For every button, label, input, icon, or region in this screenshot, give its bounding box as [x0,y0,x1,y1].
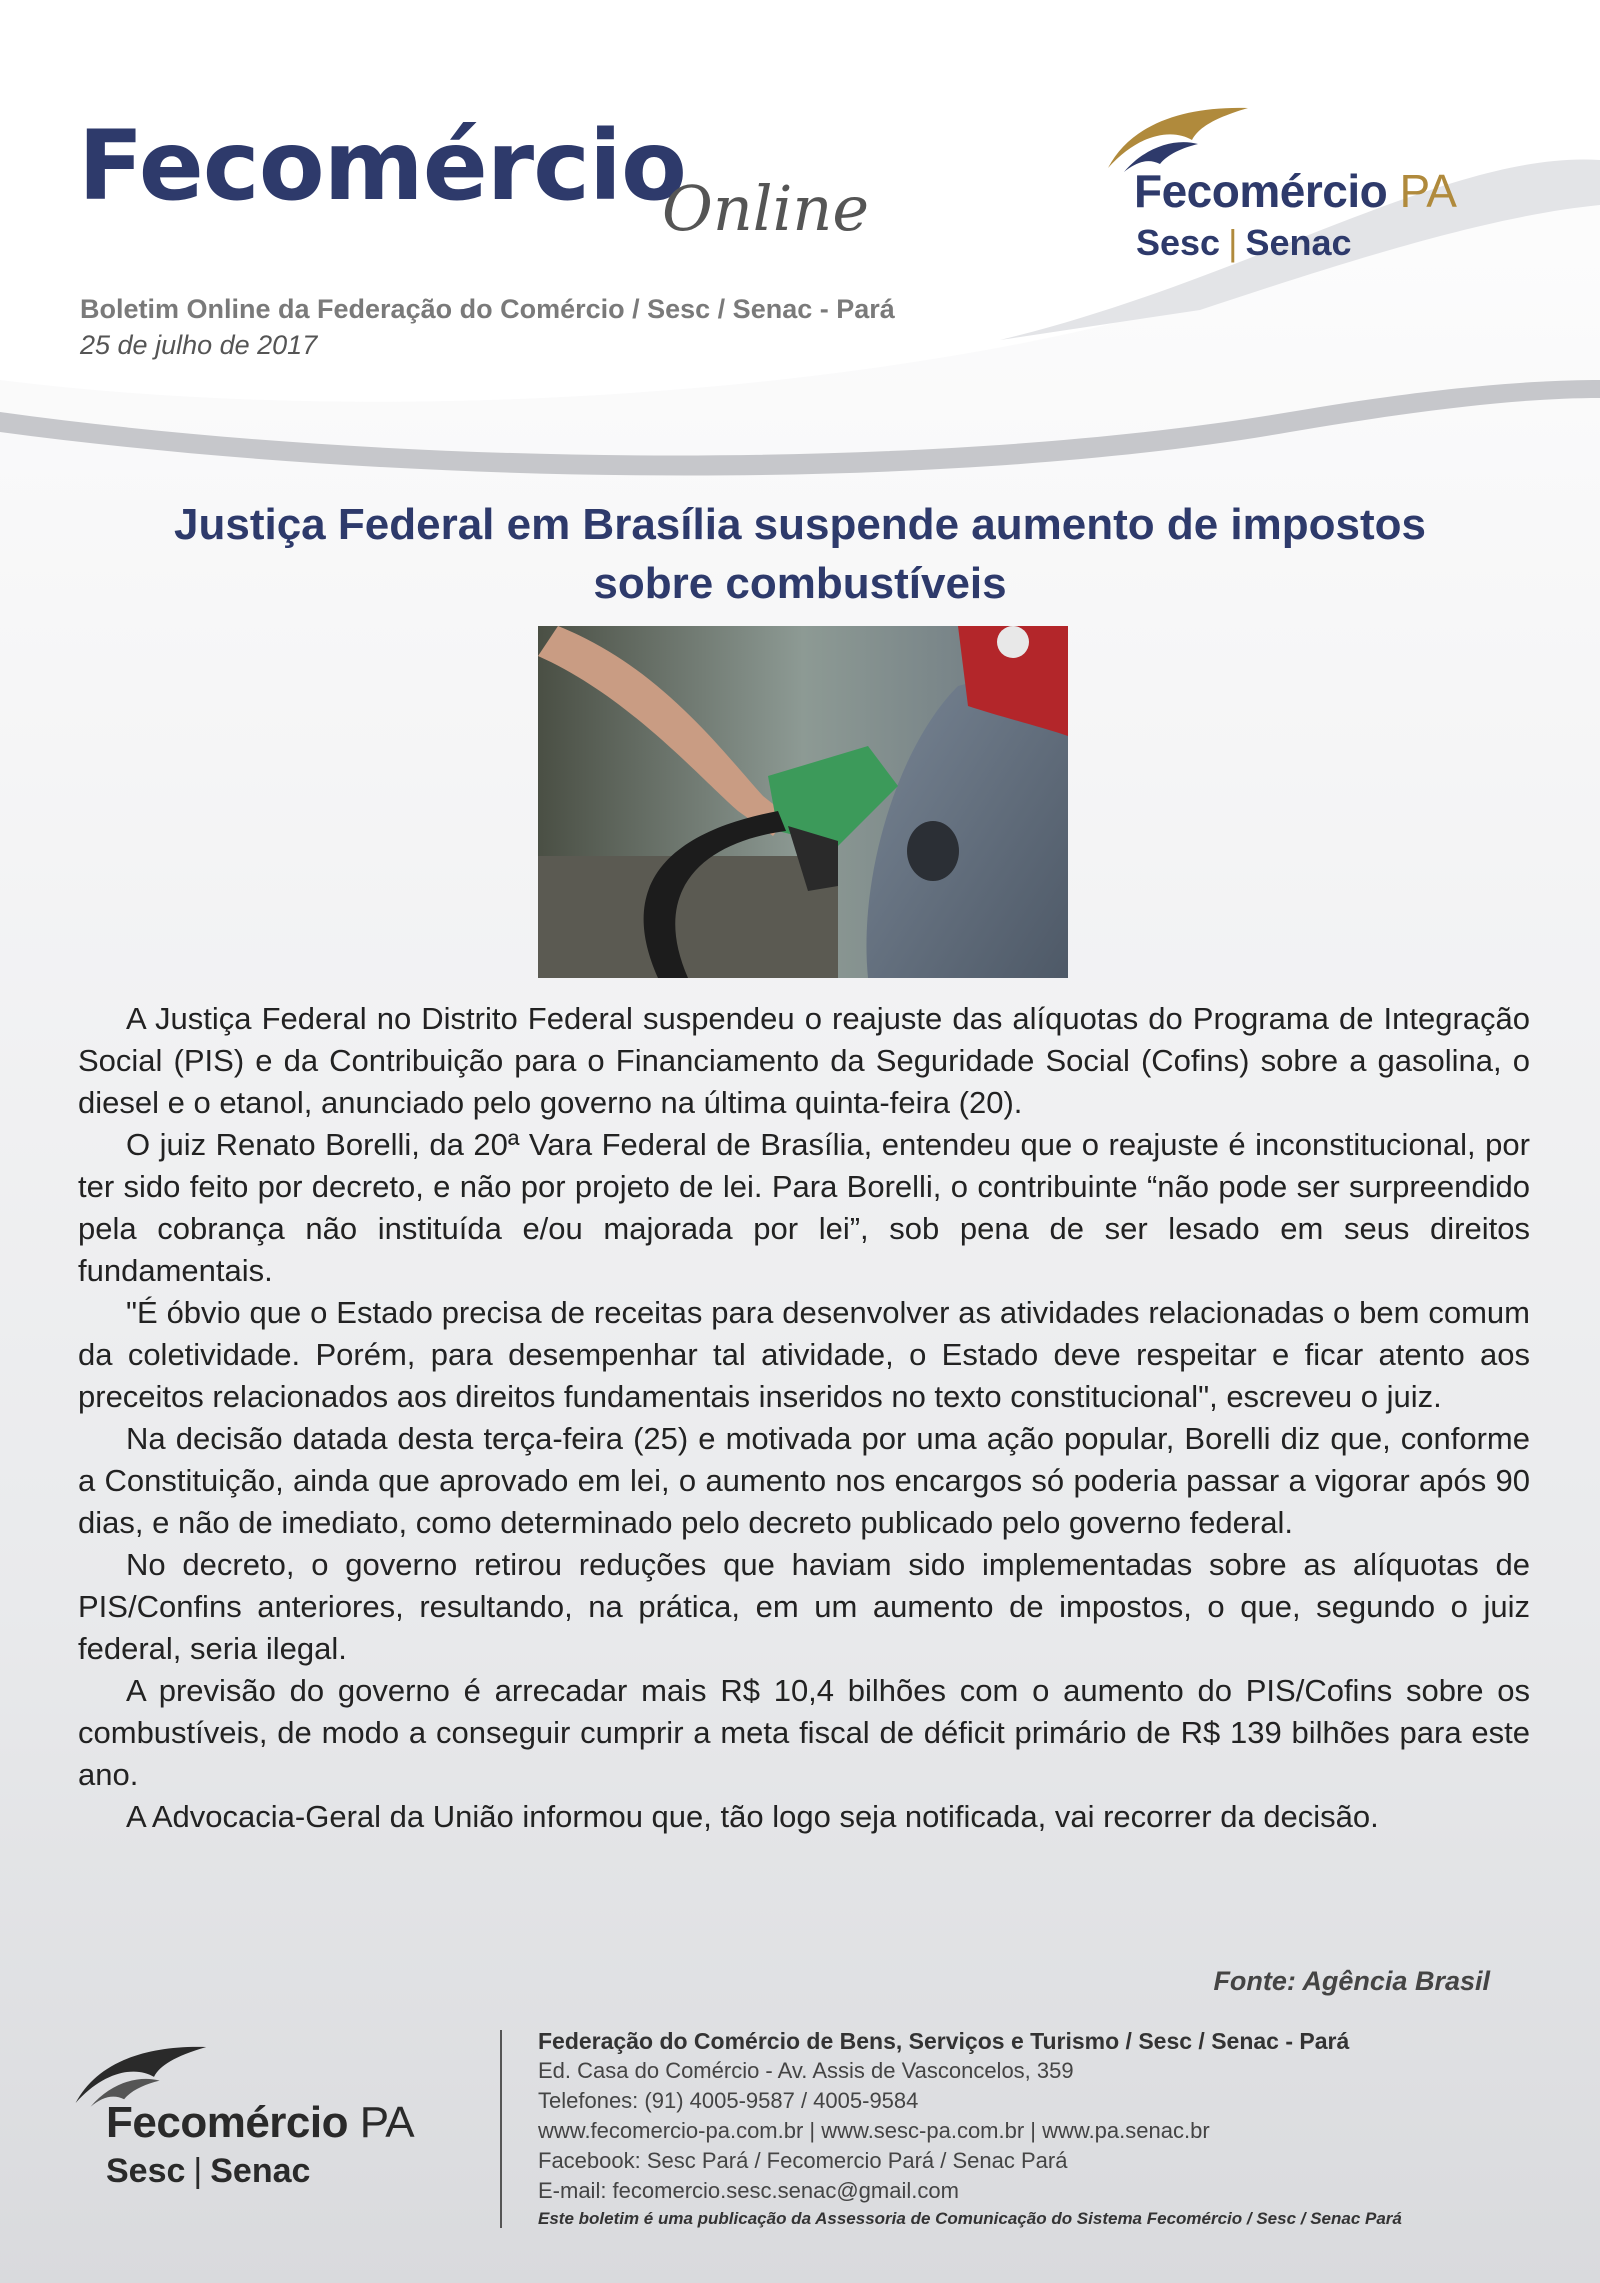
article-body [78,998,1530,1838]
article-paragraph: A previsão do governo é arrecadar mais R$ 10,4 bilhões com o aumento do PIS/Cofins sobre os combustíveis, de modo a conseguir cumprir a meta fiscal de déficit primário de R$ 139 bilhões para este ano. [78,1673,1530,1792]
footer-divider [500,2030,502,2228]
fuel-pump-photo [538,626,1068,978]
fecomercio-pa-logo [1098,98,1528,268]
article-paragraph: A Justiça Federal no Distrito Federal suspendeu o reajuste das alíquotas do Programa de Integração Social (PIS) e da Contribuição para o Financiamento da Seguridade Social (Cofins) sobre a gasolina, o diesel e o etanol, anunciado pelo governo na última quinta-feira (20). [78,1001,1530,1120]
article-paragraph: No decreto, o governo retirou reduções que haviam sido implementadas sobre as alíquotas de PIS/Confins anteriores, resultando, na prática, em um aumento de impostos, o que, segundo o juiz federal, seria ilegal. [78,1547,1530,1666]
publication-date: 25 de julho de 2017 [80,330,318,360]
article-paragraph: O juiz Renato Borelli, da 20ª Vara Federal de Brasília, entendeu que o reajuste é inconstitucional, por ter sido feito por decreto, e não por projeto de lei. Para Borelli, o contribuinte “não pode ser surpreendido pela cobrança não instituída e/ou majorada por lei”, sob pena de ser lesado em seus direitos fundamentais. [78,1127,1530,1288]
article-headline: Justiça Federal em Brasília suspende aumento de impostos sobre combustíveis [174,500,1426,608]
footer-phones: Telefones: (91) 4005-9587 / 4005-9584 [538,2088,919,2113]
article-paragraph: A Advocacia-Geral da União informou que, tão logo seja notificada, vai recorrer da decisão. [126,1799,1379,1834]
footer-address: Ed. Casa do Comércio - Av. Assis de Vasconcelos, 359 [538,2058,1074,2083]
footer-contact-info [538,2026,1558,2232]
newsletter-title: Fecomércio [78,110,686,222]
article-paragraph: "É óbvio que o Estado precisa de receitas para desenvolver as atividades relacionadas o bem comum da coletividade. Porém, para desempenhar tal atividade, o Estado deve respeitar e ficar atento aos preceitos relacionados aos direitos fundamentais inseridos no texto constitucional", escreveu o juiz. [78,1295,1530,1414]
logo-subtitle: Sesc | Senac [106,2152,311,2190]
newsletter-subtitle: Online [662,172,870,245]
logo-name: Fecomércio PA [106,2098,415,2147]
article-source: Fonte: Agência Brasil [1213,1966,1490,1996]
logo-name: Fecomércio PA [1134,165,1457,217]
newsletter-description: Boletim Online da Federação do Comércio / Sesc / Senac - Pará [80,294,895,324]
footer-organization: Federação do Comércio de Bens, Serviços e Turismo / Sesc / Senac - Pará [538,2028,1350,2054]
footer-logo [70,2036,490,2190]
footer-facebook: Facebook: Sesc Pará / Fecomercio Pará / Senac Pará [538,2148,1068,2173]
logo-subtitle: Sesc | Senac [1136,222,1352,263]
article-paragraph: Na decisão datada desta terça-feira (25) e motivada por uma ação popular, Borelli diz que, conforme a Constituição, ainda que aprovado em lei, o aumento nos encargos só poderia passar a vigorar após 90 dias, e não de imediato, como determinado pelo decreto publicado pelo governo federal. [78,1421,1530,1540]
footer-note: Este boletim é uma publicação da Assessoria de Comunicação do Sistema Fecomércio / Sesc / Senac Pará [538,2209,1402,2228]
footer-email: E-mail: fecomercio.sesc.senac@gmail.com [538,2178,959,2203]
footer-websites: www.fecomercio-pa.com.br | www.sesc-pa.com.br | www.pa.senac.br [538,2118,1210,2143]
